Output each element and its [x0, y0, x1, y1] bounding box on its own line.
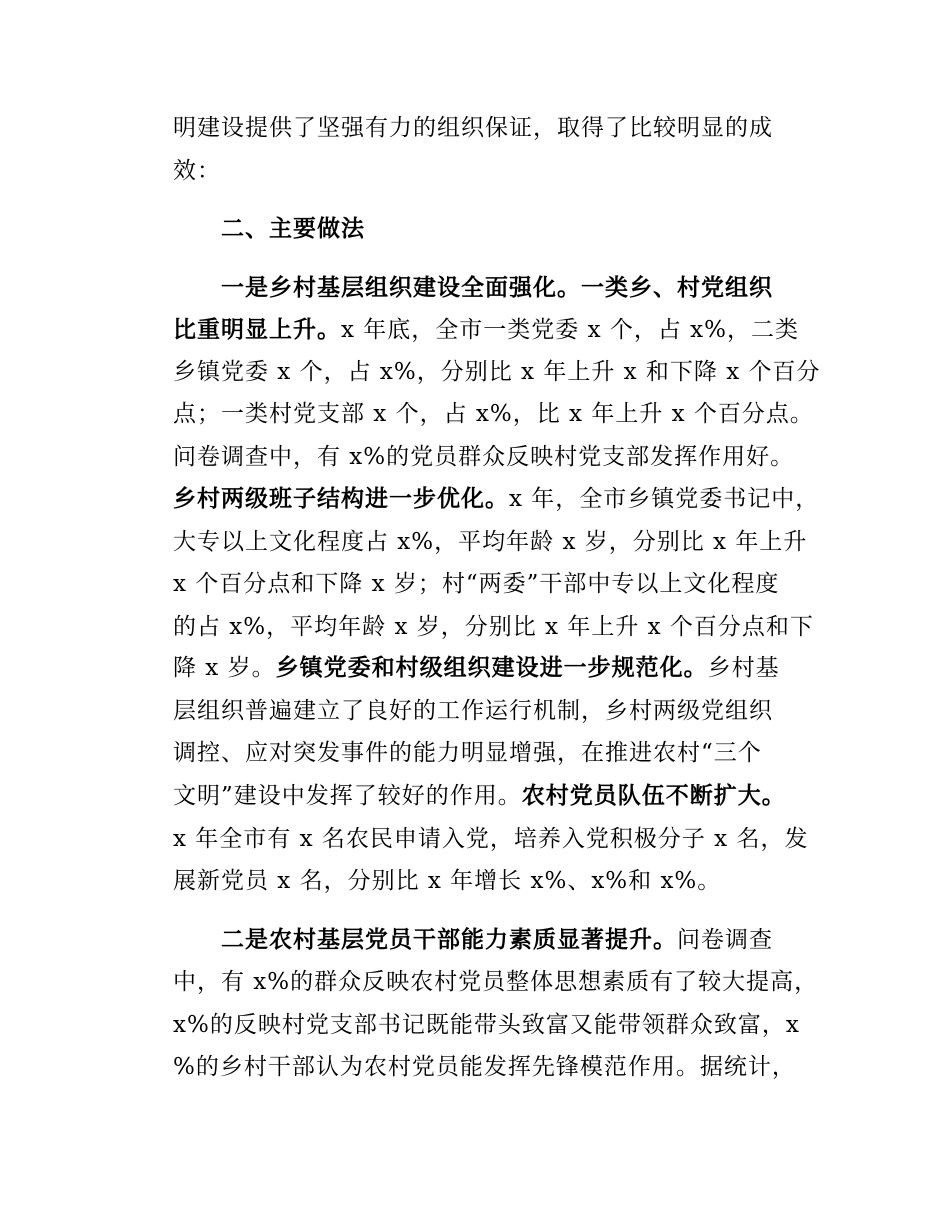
para1-line-2-text: x 年底，全市一类党委 x 个，占 x%，二类	[341, 317, 800, 343]
para2-line-1	[221, 926, 881, 954]
para1-line-11: 层组织普遍建立了良好的工作运行机制，乡村两级党组织	[173, 698, 773, 724]
para1-line-13-text: 文明”建设中发挥了较好的作用。	[173, 783, 522, 809]
para1-line-3: 乡镇党委 x 个，占 x%，分别比 x 年上升 x 和下降 x 个百分	[173, 359, 821, 385]
para2-line-4: %的乡村干部认为农村党员能发挥先锋模范作用。据统计，	[173, 1054, 796, 1080]
para1-line-1: 一是乡村基层组织建设全面强化。一类乡、村党组织	[221, 275, 773, 301]
para1-line-4: 点；一类村党支部 x 个，占 x%，比 x 年上升 x 个百分点。	[173, 401, 814, 427]
para2-line-1-text: 问卷调查	[677, 927, 773, 953]
para1-line-5: 问卷调查中，有 x%的党员群众反映村党支部发挥作用好。	[173, 444, 795, 470]
para1-line-13	[173, 782, 833, 810]
para1-line-14: x 年全市有 x 名农民申请入党，培养入党积极分子 x 名，发	[173, 826, 809, 852]
para1-line-10-text: 降 x 岁。	[173, 655, 276, 681]
intro-line-2: 效：	[173, 158, 221, 184]
para1-line-10-tail: 乡村基	[707, 655, 780, 681]
para1-line-10-bold: 乡镇党委和村级组织建设进一步规范化。	[275, 655, 708, 681]
para1-line-10	[173, 654, 833, 682]
para1-line-12: 调控、应对突发事件的能力明显增强，在推进农村“三个	[173, 740, 762, 766]
para1-line-13-bold: 农村党员队伍不断扩大。	[521, 783, 786, 809]
para1-line-6-bold: 乡村两级班子结构进一步优化。	[173, 486, 509, 512]
para1-line-2-bold: 比重明显上升。	[173, 317, 341, 343]
section-heading: 二、主要做法	[221, 216, 365, 242]
para2-line-2: 中，有 x%的群众反映农村党员整体思想素质有了较大提高，	[173, 969, 819, 995]
para1-line-6-text: x 年，全市乡镇党委书记中，	[509, 486, 820, 512]
para2-line-3: x%的反映村党支部书记既能带头致富又能带领群众致富，x	[173, 1012, 800, 1038]
para1-line-6	[173, 485, 833, 513]
para1-line-7: 大专以上文化程度占 x%，平均年龄 x 岁，分别比 x 年上升	[173, 529, 808, 555]
para1-line-15: 展新党员 x 名，分别比 x 年增长 x%、x%和 x%。	[173, 868, 722, 894]
para2-line-1-bold: 二是农村基层党员干部能力素质显著提升。	[221, 927, 677, 953]
para1-line-9: 的占 x%，平均年龄 x 岁，分别比 x 年上升 x 个百分点和下	[173, 614, 814, 640]
para1-line-2	[173, 316, 833, 344]
para1-line-8: x 个百分点和下降 x 岁；村“两委”干部中专以上文化程度	[173, 571, 780, 597]
intro-line-1: 明建设提供了坚强有力的组织保证，取得了比较明显的成	[173, 115, 773, 141]
